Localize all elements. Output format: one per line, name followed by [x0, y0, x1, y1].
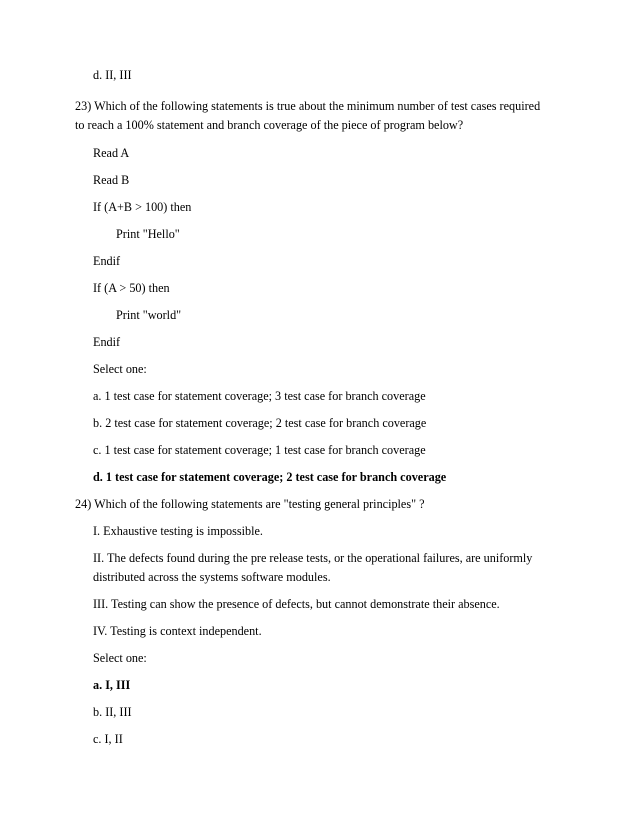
q24-option-b: b. II, III — [93, 705, 132, 719]
q22-option-d: d. II, III — [93, 68, 132, 82]
q23-option-a: a. 1 test case for statement coverage; 3 test case for branch coverage — [93, 389, 426, 403]
q24-statement-2-line-1: II. The defects found during the pre release tests, or the operational failures, are uniformly — [93, 551, 533, 565]
q24-statement-4: IV. Testing is context independent. — [93, 624, 262, 638]
q24-option-a-correct: a. I, III — [93, 678, 131, 692]
q23-code-line: If (A+B > 100) then — [93, 200, 192, 214]
q23-code-line: Endif — [93, 254, 121, 268]
q24-statement-1: I. Exhaustive testing is impossible. — [93, 524, 263, 538]
q23-code-line: Endif — [93, 335, 121, 349]
q23-question-line-1: 23) Which of the following statements is true about the minimum number of test cases required — [75, 99, 541, 113]
q23-select-one: Select one: — [93, 362, 147, 376]
q24-question: 24) Which of the following statements are "testing general principles" ? — [75, 497, 425, 511]
q23-code-line: Read A — [93, 146, 130, 160]
q24-statement-3: III. Testing can show the presence of defects, but cannot demonstrate their absence. — [93, 597, 500, 611]
q23-code-line: If (A > 50) then — [93, 281, 170, 295]
q23-option-b: b. 2 test case for statement coverage; 2 test case for branch coverage — [93, 416, 427, 430]
q23-option-c: c. 1 test case for statement coverage; 1 test case for branch coverage — [93, 443, 426, 457]
q23-question-line-2: to reach a 100% statement and branch coverage of the piece of program below? — [75, 118, 464, 132]
q24-statement-2-line-2: distributed across the systems software modules. — [93, 570, 331, 584]
q24-option-c: c. I, II — [93, 732, 123, 746]
q23-option-d-correct: d. 1 test case for statement coverage; 2 test case for branch coverage — [93, 470, 447, 484]
q23-code-line: Print "world" — [116, 308, 182, 322]
q23-code-line: Print "Hello" — [116, 227, 180, 241]
q24-select-one: Select one: — [93, 651, 147, 665]
q23-code-line: Read B — [93, 173, 130, 187]
